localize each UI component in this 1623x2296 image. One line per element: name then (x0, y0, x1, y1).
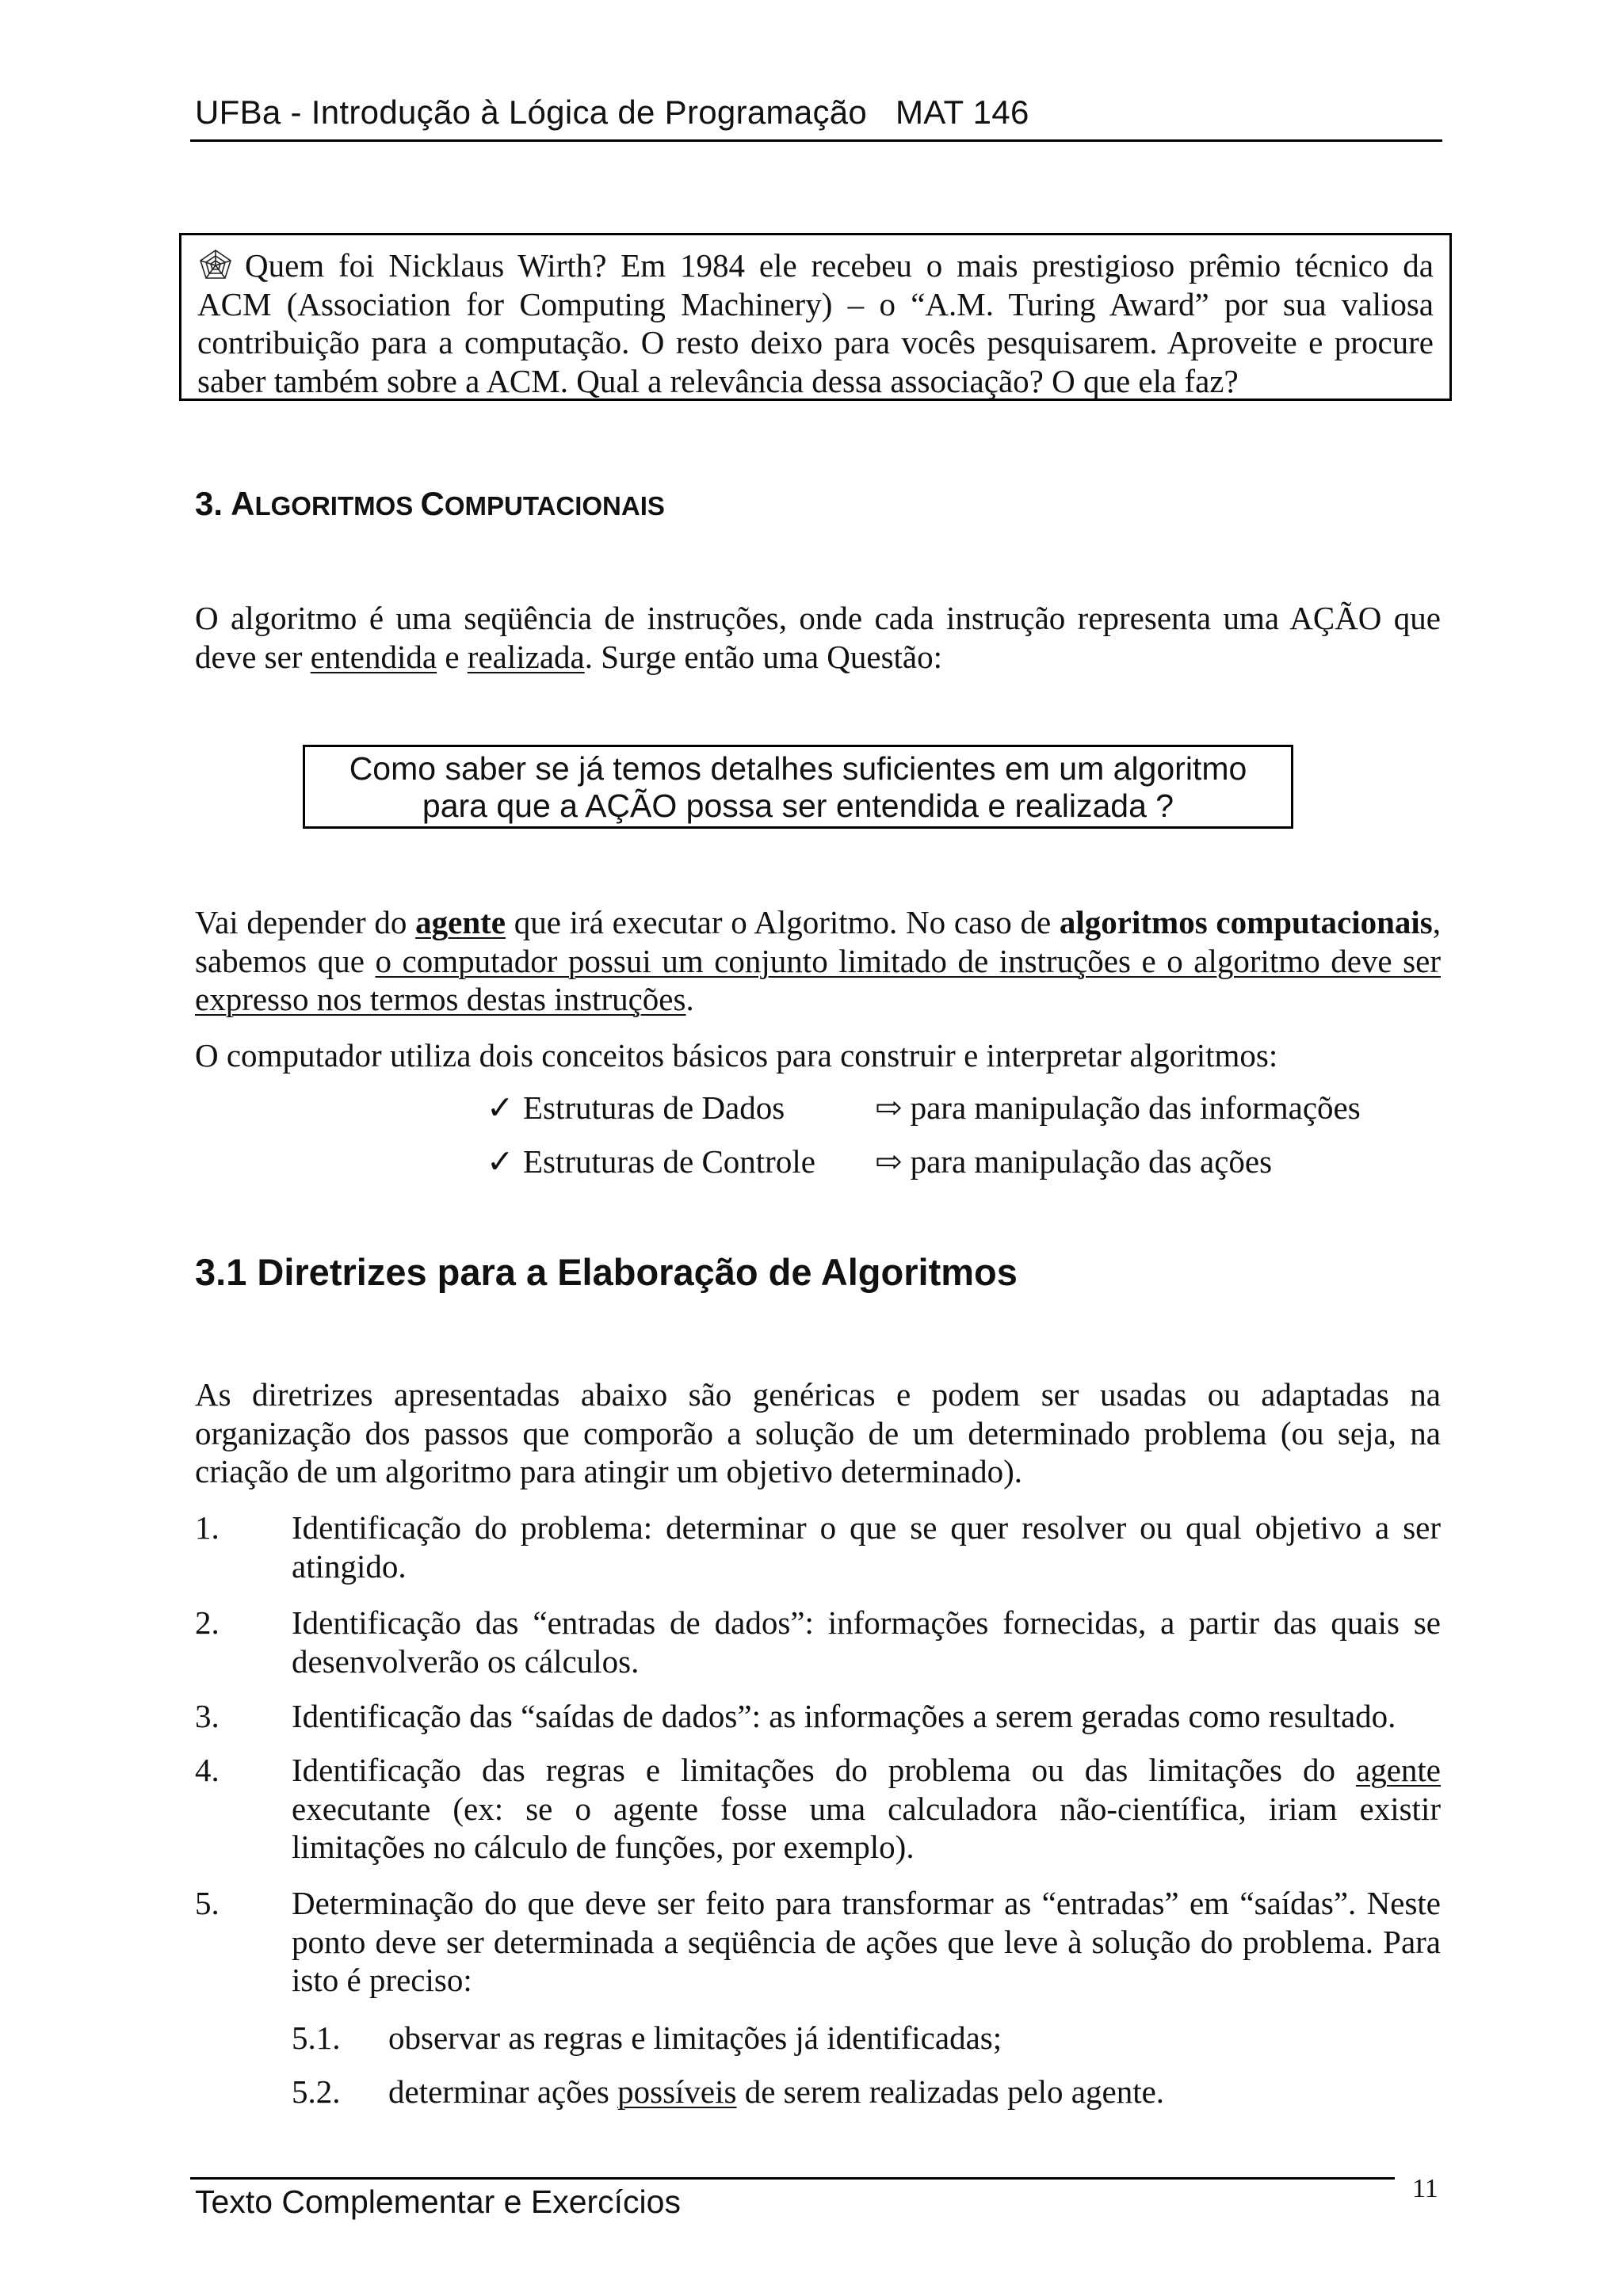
footer-divider (190, 2177, 1395, 2180)
check-icon: ✓ (487, 1089, 514, 1126)
question-box (303, 745, 1293, 829)
check-icon: ✓ (487, 1143, 514, 1180)
list-item-text: Identificação do problema: determinar o que se quer resolver ou qual objetivo a ser atingido. (292, 1509, 1441, 1585)
agent-paragraph: Vai depender do agente que irá executar o Algoritmo. No caso de algoritmos computacionais, sabemos que o computador possui um conjunto limitado de instruções e o algoritmo deve ser expresso nos termos destas instruções. (195, 904, 1441, 1017)
concept-description: ⇨ para manipulação das informações (875, 1089, 1361, 1126)
list-item-text: Identificação das regras e limitações do problema ou das limitações do agente executante (ex: se o agente fosse uma calculadora não-científica, iriam existir limitações no cálculo de funções, por exemplo). (292, 1752, 1441, 1865)
concept-item: ✓ Estruturas de Controle (487, 1143, 815, 1180)
page-number: 11 (1412, 2174, 1438, 2203)
section-heading-3: 3. ALGORITMOS COMPUTACIONAIS (195, 485, 665, 522)
page-header: UFBa - Introdução à Lógica de Programação MAT 146 (195, 93, 1029, 131)
concepts-intro: O computador utiliza dois conceitos básicos para construir e interpretar algoritmos: (195, 1037, 1278, 1074)
page-footer: Texto Complementar e Exercícios (195, 2183, 681, 2220)
list-item-text: Identificação das “entradas de dados”: informações fornecidas, a partir das quais se desenvolverão os cálculos. (292, 1604, 1441, 1680)
intro-paragraph: O algoritmo é uma seqüência de instruções, onde cada instrução representa uma AÇÃO que deve ser entendida e realizada. Surge então uma Questão: (195, 600, 1441, 675)
note-paragraph (197, 246, 1434, 400)
question-line-1: Como saber se já temos detalhes suficientes em um algoritmo (349, 750, 1247, 787)
section-heading-3-1: 3.1 Diretrizes para a Elaboração de Algoritmos (195, 1251, 1018, 1293)
list-item-text: Determinação do que deve ser feito para transformar as “entradas” em “saídas”. Neste ponto deve ser determinada a seqüência de ações que leve à solução do problema. Para isto é preciso: (292, 1885, 1441, 1998)
arrow-right-icon: ⇨ (875, 1143, 903, 1180)
list-item-text: Identificação das “saídas de dados”: as informações a serem geradas como resultado. (292, 1698, 1396, 1734)
note-box (179, 233, 1452, 401)
spider-web-icon (197, 248, 234, 281)
arrow-right-icon: ⇨ (875, 1089, 903, 1126)
question-line-2: para que a AÇÃO possa ser entendida e realizada ? (422, 788, 1174, 824)
header-divider (190, 139, 1442, 142)
guidelines-intro: As diretrizes apresentadas abaixo são genéricas e podem ser usadas ou adaptadas na organização dos passos que comporão a solução de um determinado problema (ou seja, na criação de um algoritmo para atingir um objetivo determinado). (195, 1376, 1441, 1489)
note-text: Quem foi Nicklaus Wirth? Em 1984 ele recebeu o mais prestigioso prêmio técnico da ACM (Association for Computing Machinery) – o “A.M. Turing Award” por sua valiosa contribuição para a computação. O resto deixo para vocês pesquisarem. Aproveite e procure saber também sobre a ACM. Qual a relevância dessa associação? O que ela faz? (197, 247, 1434, 399)
concept-item: ✓ Estruturas de Dados (487, 1089, 785, 1126)
sub-list-item-text: observar as regras e limitações já identificadas; (388, 2019, 1002, 2056)
sub-list-item-text: determinar ações possíveis de serem realizadas pelo agente. (388, 2073, 1165, 2110)
concept-description: ⇨ para manipulação das ações (875, 1143, 1273, 1180)
